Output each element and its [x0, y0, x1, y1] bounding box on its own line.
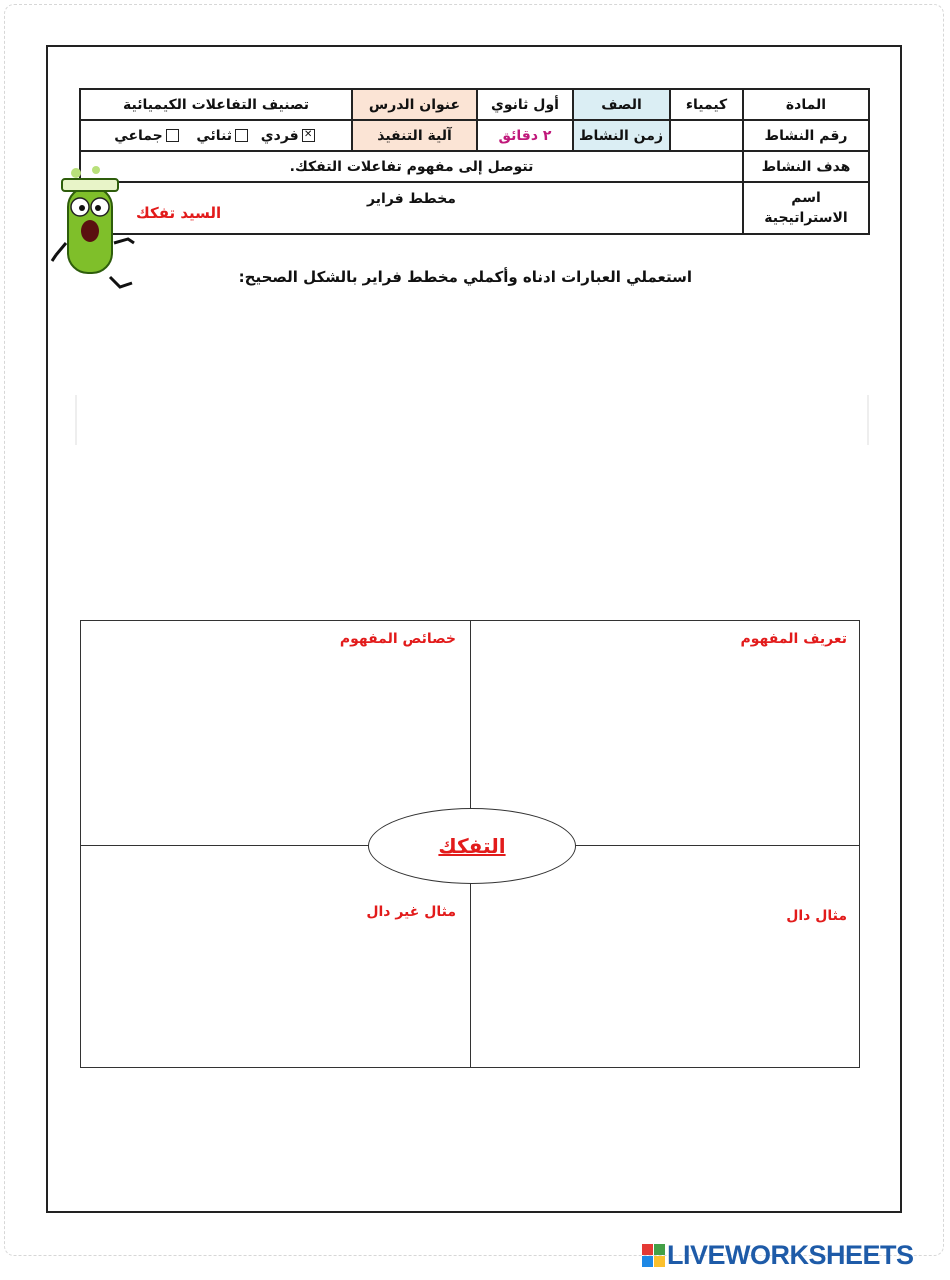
grade-label: الصف [573, 89, 670, 120]
mode-pair-label: ثنائي [196, 127, 233, 144]
goal-label: هدف النشاط [743, 151, 869, 182]
info-row-2 [80, 120, 869, 151]
subject-label: المادة [743, 89, 869, 120]
strategy-label: اسم الاستراتيجية [743, 182, 869, 234]
checkbox-individual-checked[interactable]: ✕ [302, 129, 315, 142]
strategy-value: مخطط فراير [80, 182, 743, 234]
center-concept: التفكك [438, 834, 506, 858]
definition-label: تعريف المفهوم [740, 631, 847, 647]
lesson-title-value: تصنيف التفاعلات الكيميائية [80, 89, 352, 120]
center-concept-oval [368, 808, 576, 884]
checkbox-pair[interactable] [235, 129, 248, 142]
activity-number-value [670, 120, 743, 151]
liveworksheets-logo-icon [642, 1244, 665, 1267]
grade-value: أول ثانوي [477, 89, 573, 120]
activity-number-label: رقم النشاط [743, 120, 869, 151]
checkbox-group[interactable] [166, 129, 179, 142]
info-row-1 [80, 89, 869, 120]
mode-group-label: جماعي [114, 127, 163, 144]
faded-area [75, 395, 869, 445]
liveworksheets-logo [642, 1240, 914, 1271]
example-label: مثال دال [786, 908, 847, 924]
characteristics-label: خصائص المفهوم [339, 631, 456, 647]
non-example-label: مثال غير دال [366, 904, 456, 920]
subject-value: كيمياء [670, 89, 743, 120]
mechanism-label: آلية التنفيذ [352, 120, 477, 151]
test-tube-mascot-icon [48, 165, 138, 290]
mechanism-options [80, 120, 352, 151]
activity-time-label: زمن النشاط [573, 120, 670, 151]
mode-individual-label: فردي [260, 127, 299, 144]
activity-time-value: ٢ دقائق [477, 120, 573, 151]
mascot-label: السيد تفكك [136, 204, 222, 222]
instruction-text: استعملي العبارات ادناه وأكملي مخطط فراير بالشكل الصحيح: [238, 268, 692, 286]
lesson-title-label: عنوان الدرس [352, 89, 477, 120]
info-row-3 [80, 151, 869, 182]
goal-value: تتوصل إلى مفهوم تفاعلات التفكك. [80, 151, 743, 182]
brand-name: LIVEWORKSHEETS [667, 1240, 914, 1270]
frayer-diagram [80, 620, 860, 1068]
